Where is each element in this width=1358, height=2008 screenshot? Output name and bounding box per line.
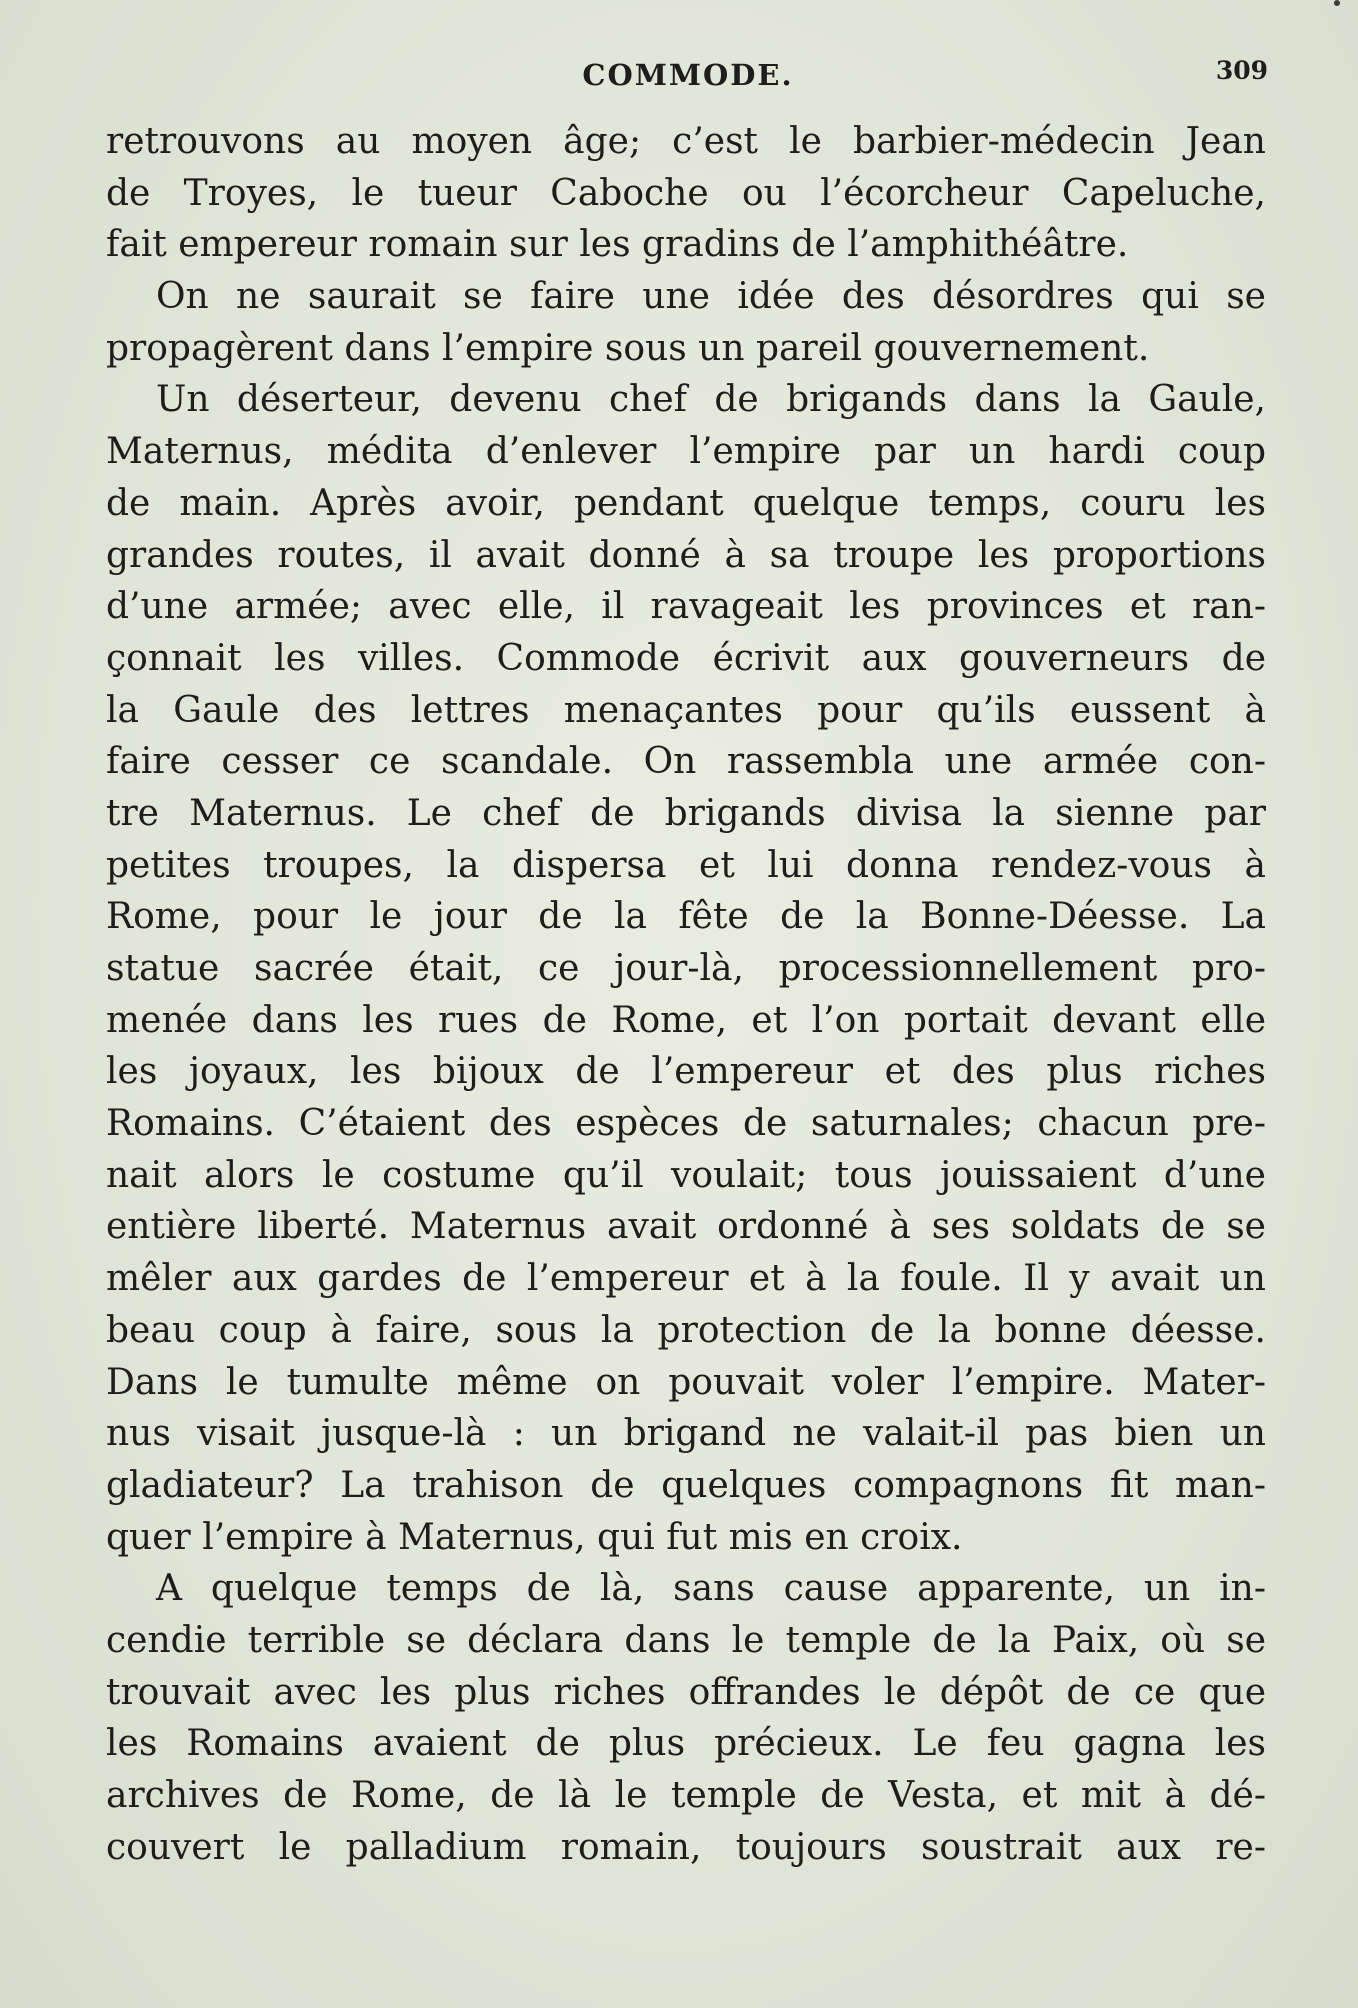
text-line: tre Maternus. Le chef de brigands divisa la sienne par	[106, 792, 1266, 834]
text-line: fait empereur romain sur les gradins de l’amphithéâtre.	[106, 224, 1129, 266]
text-line: retrouvons au moyen âge; c’est le barbier-médecin Jean	[106, 121, 1266, 162]
text-line: de Troyes, le tueur Caboche ou l’écorcheur Capeluche,	[106, 172, 1266, 214]
text-line: Un déserteur, devenu chef de brigands dans la Gaule,	[156, 379, 1266, 421]
text-line: çonnait les villes. Commode écrivit aux gouverneurs de	[106, 637, 1266, 679]
text-line: Maternus, médita d’enlever l’empire par un hardi coup	[106, 431, 1266, 473]
running-title: COMMODE.	[582, 58, 794, 92]
text-line: Rome, pour le jour de la fête de la Bonne-Déesse. La	[106, 896, 1266, 938]
text-line: de main. Après avoir, pendant quelque temps, couru les	[106, 482, 1266, 524]
page-number: 309	[1215, 56, 1268, 85]
text-line: couvert le palladium romain, toujours soustrait aux re-	[106, 1826, 1266, 1868]
text-line: On ne saurait se faire une idée des désordres qui se	[156, 276, 1266, 318]
text-line: mêler aux gardes de l’empereur et à la foule. Il y avait un	[106, 1258, 1266, 1300]
ink-speck	[1334, 0, 1340, 6]
text-line: petites troupes, la dispersa et lui donna rendez-vous à	[106, 844, 1266, 886]
body-text	[106, 116, 1266, 1873]
text-line: quer l’empire à Maternus, qui fut mis en croix.	[106, 1516, 963, 1558]
text-line: beau coup à faire, sous la protection de la bonne déesse.	[106, 1309, 1266, 1351]
text-line: cendie terrible se déclara dans le temple de la Paix, où se	[106, 1619, 1266, 1661]
text-line: propagèrent dans l’empire sous un pareil gouvernement.	[106, 327, 1150, 369]
text-line: menée dans les rues de Rome, et l’on portait devant elle	[106, 999, 1266, 1041]
text-line: A quelque temps de là, sans cause apparente, un in-	[156, 1568, 1266, 1610]
text-line: d’une armée; avec elle, il ravageait les provinces et ran-	[106, 586, 1266, 628]
text-line: trouvait avec les plus riches offrandes le dépôt de ce que	[106, 1671, 1266, 1713]
text-line: statue sacrée était, ce jour-là, processionnellement pro-	[106, 948, 1266, 989]
text-line: faire cesser ce scandale. On rassembla une armée con-	[106, 741, 1266, 783]
text-line: Romains. C’étaient des espèces de saturnales; chacun pre-	[106, 1103, 1266, 1145]
text-line: les Romains avaient de plus précieux. Le feu gagna les	[106, 1723, 1266, 1765]
text-line: nus visait jusque-là : un brigand ne valait-il pas bien un	[106, 1413, 1266, 1455]
text-line: Dans le tumulte même on pouvait voler l’empire. Mater-	[106, 1361, 1266, 1403]
text-line: entière liberté. Maternus avait ordonné à ses soldats de se	[106, 1206, 1266, 1248]
text-line: les joyaux, les bijoux de l’empereur et des plus riches	[106, 1051, 1266, 1093]
text-line: grandes routes, il avait donné à sa troupe les proportions	[106, 534, 1266, 576]
text-line: gladiateur? La trahison de quelques compagnons fit man-	[106, 1464, 1266, 1506]
text-line: archives de Rome, de là le temple de Vesta, et mit à dé-	[106, 1775, 1266, 1816]
page-header	[108, 52, 1268, 102]
text-line: la Gaule des lettres menaçantes pour qu’ils eussent à	[106, 689, 1266, 731]
text-line: nait alors le costume qu’il voulait; tous jouissaient d’une	[106, 1154, 1266, 1196]
